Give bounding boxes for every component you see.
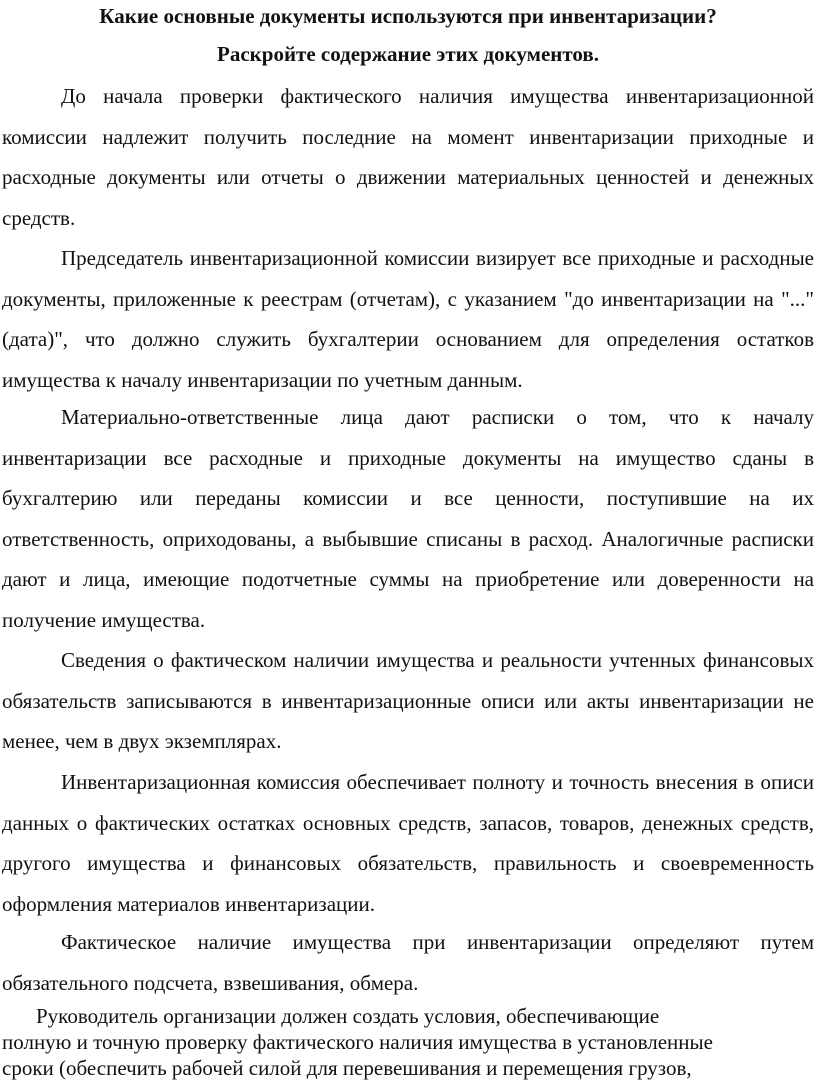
paragraph-4: Сведения о фактическом наличии имущества и реальности учтенных финансовых обязательств записываются в инвентаризационные описи или акты инвентаризации не менее, чем в двух экземплярах. (2, 648, 814, 753)
paragraph-7-line-3: сроки (обеспечить рабочей силой для перевешивания и перемещения грузов, (2, 1056, 692, 1080)
paragraph-5: Инвентаризационная комиссия обеспечивает полноту и точность внесения в описи данных о фактических остатках основных средств, запасов, товаров, денежных средств, другого имущества и финансовых обязательств, правильность и своевременность оформления материалов инвентаризации. (2, 770, 814, 916)
paragraph-6: Фактическое наличие имущества при инвентаризации определяют путем обязательного подсчета, взвешивания, обмера. (2, 930, 814, 995)
document-title-line-1: Какие основные документы используются при инвентаризации? (99, 4, 717, 28)
paragraph-7-line-1: Руководитель организации должен создать условия, обеспечивающие (36, 1004, 660, 1028)
document-title-line-2: Раскройте содержание этих документов. (217, 42, 599, 66)
paragraph-1: До начала проверки фактического наличия имущества инвентаризационной комиссии надлежит получить последние на момент инвентаризации приходные и расходные документы или отчеты о движении материальных ценностей и денежных средств. (2, 84, 814, 230)
paragraph-3: Материально-ответственные лица дают расписки о том, что к началу инвентаризации все расходные и приходные документы на имущество сданы в бухгалтерию или переданы комиссии и все ценности, поступившие на их ответственность, оприходованы, а выбывшие списаны в расход. Аналогичные расписки дают и лица, имеющие подотчетные суммы на приобретение или доверенности на получение имущества. (2, 405, 814, 632)
paragraph-7 (2, 1003, 792, 1081)
paragraph-2: Председатель инвентаризационной комиссии визирует все приходные и расходные документы, приложенные к реестрам (отчетам), с указанием "до инвентаризации на "..." (дата)", что должно служить бухгалтерии основанием для определения остатков имущества к началу инвентаризации по учетным данным. (2, 246, 814, 392)
paragraph-7-line-2: полную и точную проверку фактического наличия имущества в установленные (2, 1030, 713, 1054)
